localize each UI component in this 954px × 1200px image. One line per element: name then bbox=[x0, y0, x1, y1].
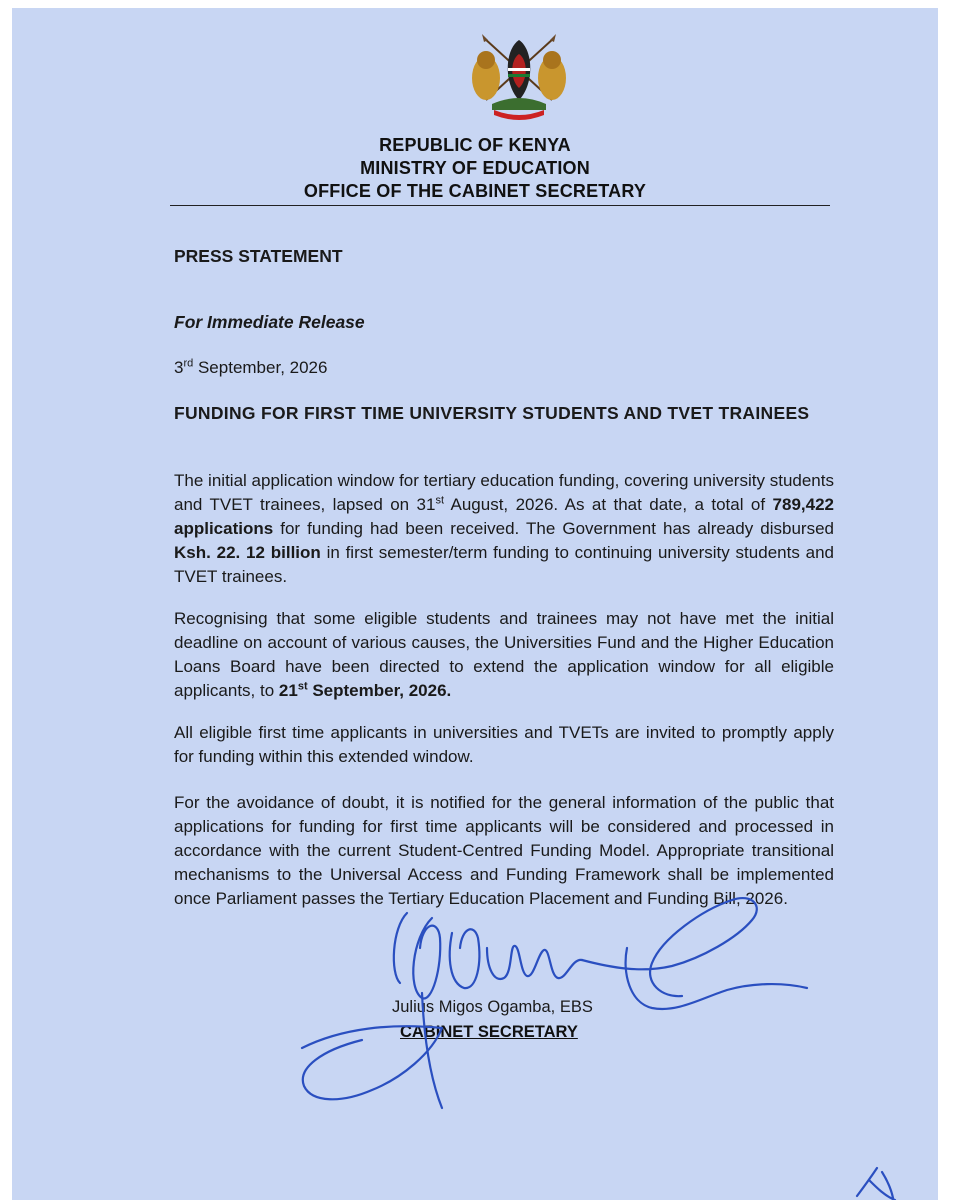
press-statement-page bbox=[12, 8, 938, 1200]
statement-date: 3rd September, 2026 bbox=[174, 357, 328, 377]
signatory-name: Julius Migos Ogamba, EBS bbox=[392, 998, 593, 1016]
letterhead-ministry: MINISTRY OF EDUCATION bbox=[360, 158, 590, 178]
paragraph-3: All eligible first time applicants in universities and TVETs are invited to promptly apply for funding within this extended window. bbox=[174, 723, 834, 766]
statement-type: PRESS STATEMENT bbox=[174, 246, 343, 266]
signatory-title: CABINET SECRETARY bbox=[400, 1023, 578, 1041]
paragraph-2: Recognising that some eligible students and trainees may not have met the initial deadline on account of various causes, the Universities Fund and the Higher Education Loans Board have been directed to extend the application window for all eligible applicants, to 21st September, 2026. bbox=[174, 609, 834, 700]
letterhead-divider bbox=[170, 205, 830, 206]
statement-title: FUNDING FOR FIRST TIME UNIVERSITY STUDENTS AND TVET TRAINEES bbox=[174, 403, 810, 423]
letterhead bbox=[12, 134, 938, 203]
handwritten-signature bbox=[282, 878, 812, 1118]
letterhead-country: REPUBLIC OF KENYA bbox=[379, 135, 571, 155]
paragraph-1: The initial application window for tertiary education funding, covering university students and TVET trainees, lapsed on 31st August, 2026. As at that date, a total of 789,422 applications for funding had been received. The Government has already disbursed Ksh. 22. 12 billion in first semester/term funding to continuing university students and TVET trainees. bbox=[174, 471, 834, 586]
release-note: For Immediate Release bbox=[174, 312, 365, 332]
letterhead-office: OFFICE OF THE CABINET SECRETARY bbox=[303, 181, 647, 201]
kenya-coat-of-arms-icon bbox=[464, 30, 574, 120]
initial-mark bbox=[847, 1158, 907, 1200]
paragraph-4: For the avoidance of doubt, it is notified for the general information of the public that applications for funding for first time applicants will be considered and processed in accordance with the current Student-Centred Funding Model. Appropriate transitional mechanisms to the Universal Access and Funding Framework shall be implemented once Parliament passes the Tertiary Education Placement and Funding Bill, 2026. bbox=[174, 793, 834, 908]
